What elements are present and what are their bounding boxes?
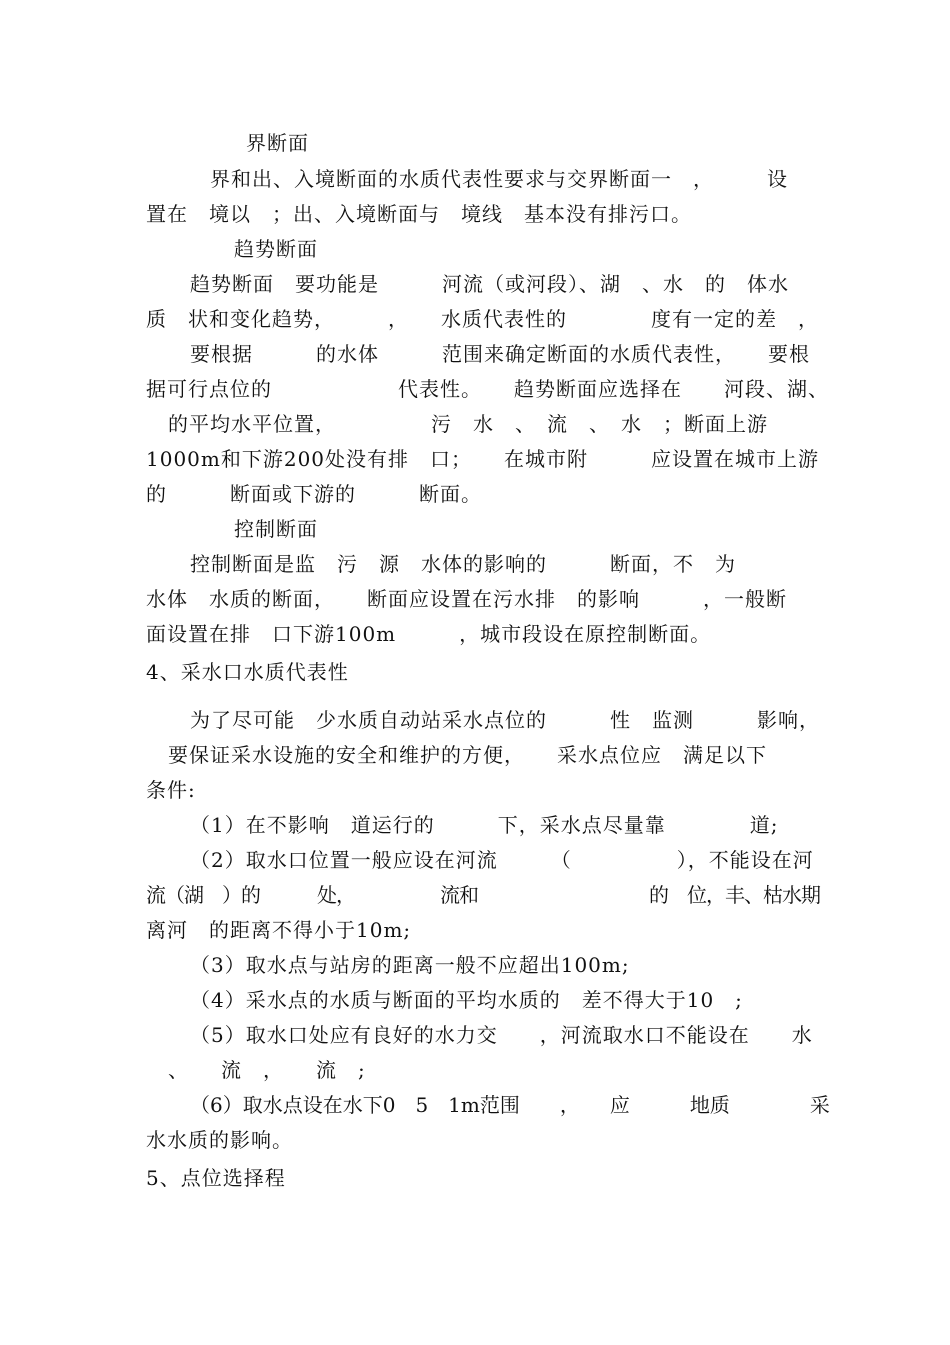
paragraph-line: 据可行点位的 代表性。 趋势断面应选择在 河段、湖、 [146,377,829,401]
paragraph-line: 质 状和变化趋势， ， 水质代表性的 度有一定的差 ， [146,307,819,331]
paragraph-line: 趋势断面 要功能是 河流（或河段）、湖 、水 的 体水 [190,272,789,296]
list-item-continuation: 离河 的距离不得小于10m; [146,918,412,942]
list-item: （4）采水点的水质与断面的平均水质的 差不得大于10 ; [190,988,743,1012]
list-item-continuation: 水水质的影响。 [146,1128,293,1152]
list-item-continuation: 流（湖 ）的 处， 流和 的 位，丰、枯水期 [146,883,820,907]
heading-control-section: 控制断面 [234,517,318,541]
paragraph-line: 要根据 的水体 范围来确定断面的水质代表性， 要根 [190,342,810,366]
paragraph-line: 面设置在排 口下游100m ，城市段设在原控制断面。 [146,622,712,646]
paragraph-line: 控制断面是监 污 源 水体的影响的 断面，不 为 [190,552,736,576]
list-item: （5）取水口处应有良好的水力交 ，河流取水口不能设在 水 [190,1023,813,1047]
list-item: （6）取水点设在水下0 5 1m范围 ， 应 地质 采 [190,1093,830,1117]
paragraph-line: 为了尽可能 少水质自动站采水点位的 性 监测 影响， [190,708,820,732]
list-item: （2）取水口位置一般应设在河流 （ ），不能设在河 [190,848,814,872]
paragraph-line: 界和出、入境断面的水质代表性要求与交界断面一 ， 设 [210,167,788,191]
heading-boundary-section: 界断面 [246,131,309,155]
list-item: （1）在不影响 道运行的 下，采水点尽量靠 道; [190,813,779,837]
paragraph-line: 条件: [146,778,196,802]
paragraph-line: 置在 境以 ；出、入境断面与 境线 基本没有排污口。 [146,202,692,226]
paragraph-line: 水体 水质的断面， 断面应设置在污水排 的影响 ，一般断 [146,587,787,611]
list-item-continuation: 、 流 ， 流 ; [168,1058,366,1082]
paragraph-line: 的平均水平位置， 污 水 、 流 、 水 ；断面上游 [168,412,768,436]
list-item: （3）取水点与站房的距离一般不应超出100m; [190,953,630,977]
section-heading-5: 5、点位选择程 [146,1166,286,1190]
paragraph-line: 要保证采水设施的安全和维护的方便， 采水点位应 满足以下 [168,743,767,767]
heading-trend-section: 趋势断面 [234,237,318,261]
paragraph-line: 1000m和下游200处没有排 口； 在城市附 应设置在城市上游 [146,447,820,471]
section-heading-4: 4、采水口水质代表性 [146,660,349,684]
paragraph-line: 的 断面或下游的 断面。 [146,482,482,506]
